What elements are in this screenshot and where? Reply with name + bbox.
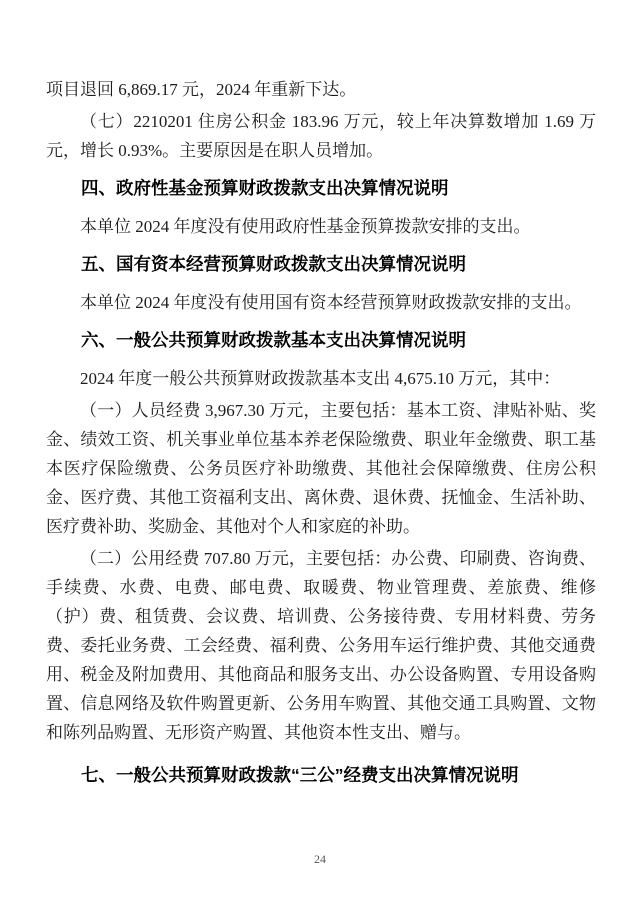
section-heading-4: 四、政府性基金预算财政拨款支出决算情况说明 (81, 178, 449, 198)
paragraph-personnel-expense: （一）人员经费 3,967.30 万元，主要包括：基本工资、津贴补贴、奖金、绩效工资、机关事业单位基本养老保险缴费、职业年金缴费、职工基本医疗保险缴费、公务员医疗补助缴费、其他社会保障缴费、住房公积金、医疗费、其他工资福利支出、离休费、退休费、抚恤金、生活补助、医疗费补助、奖励金、其他对个人和家庭的补助。 (46, 401, 596, 536)
paragraph-section-4: 本单位 2024 年度没有使用政府性基金预算拨款安排的支出。 (80, 217, 531, 236)
section-heading-6: 六、一般公共预算财政拨款基本支出决算情况说明 (81, 330, 466, 350)
paragraph-carryover: 项目退回 6,869.17 元，2024 年重新下达。 (46, 80, 357, 99)
paragraph-item-7: （七）2210201 住房公积金 183.96 万元，较上年决算数增加 1.69 万元，增长 0.93%。主要原因是在职人员增加。 (46, 112, 596, 160)
paragraph-section-5: 本单位 2024 年度没有使用国有资本经营预算财政拨款安排的支出。 (80, 293, 582, 312)
paragraph-section-6-intro: 2024 年度一般公共预算财政拨款基本支出 4,675.10 万元，其中： (80, 369, 561, 388)
paragraph-public-expense: （二）公用经费 707.80 万元，主要包括：办公费、印刷费、咨询费、手续费、水费、电费、邮电费、取暖费、物业管理费、差旅费、维修（护）费、租赁费、会议费、培训费、公务接待费、专用材料费、劳务费、委托业务费、工会经费、福利费、公务用车运行维护费、其他交通费用、税金及附加费用、其他商品和服务支出、办公设备购置、专用设备购置、信息网络及软件购置更新、公务用车购置、其他交通工具购置、文物和陈列品购置、无形资产购置、其他资本性支出、赠与。 (46, 549, 596, 742)
page-number: 24 (314, 852, 326, 866)
section-heading-7: 七、一般公共预算财政拨款“三公”经费支出决算情况说明 (81, 765, 519, 785)
section-heading-5: 五、国有资本经营预算财政拨款支出决算情况说明 (81, 254, 466, 274)
